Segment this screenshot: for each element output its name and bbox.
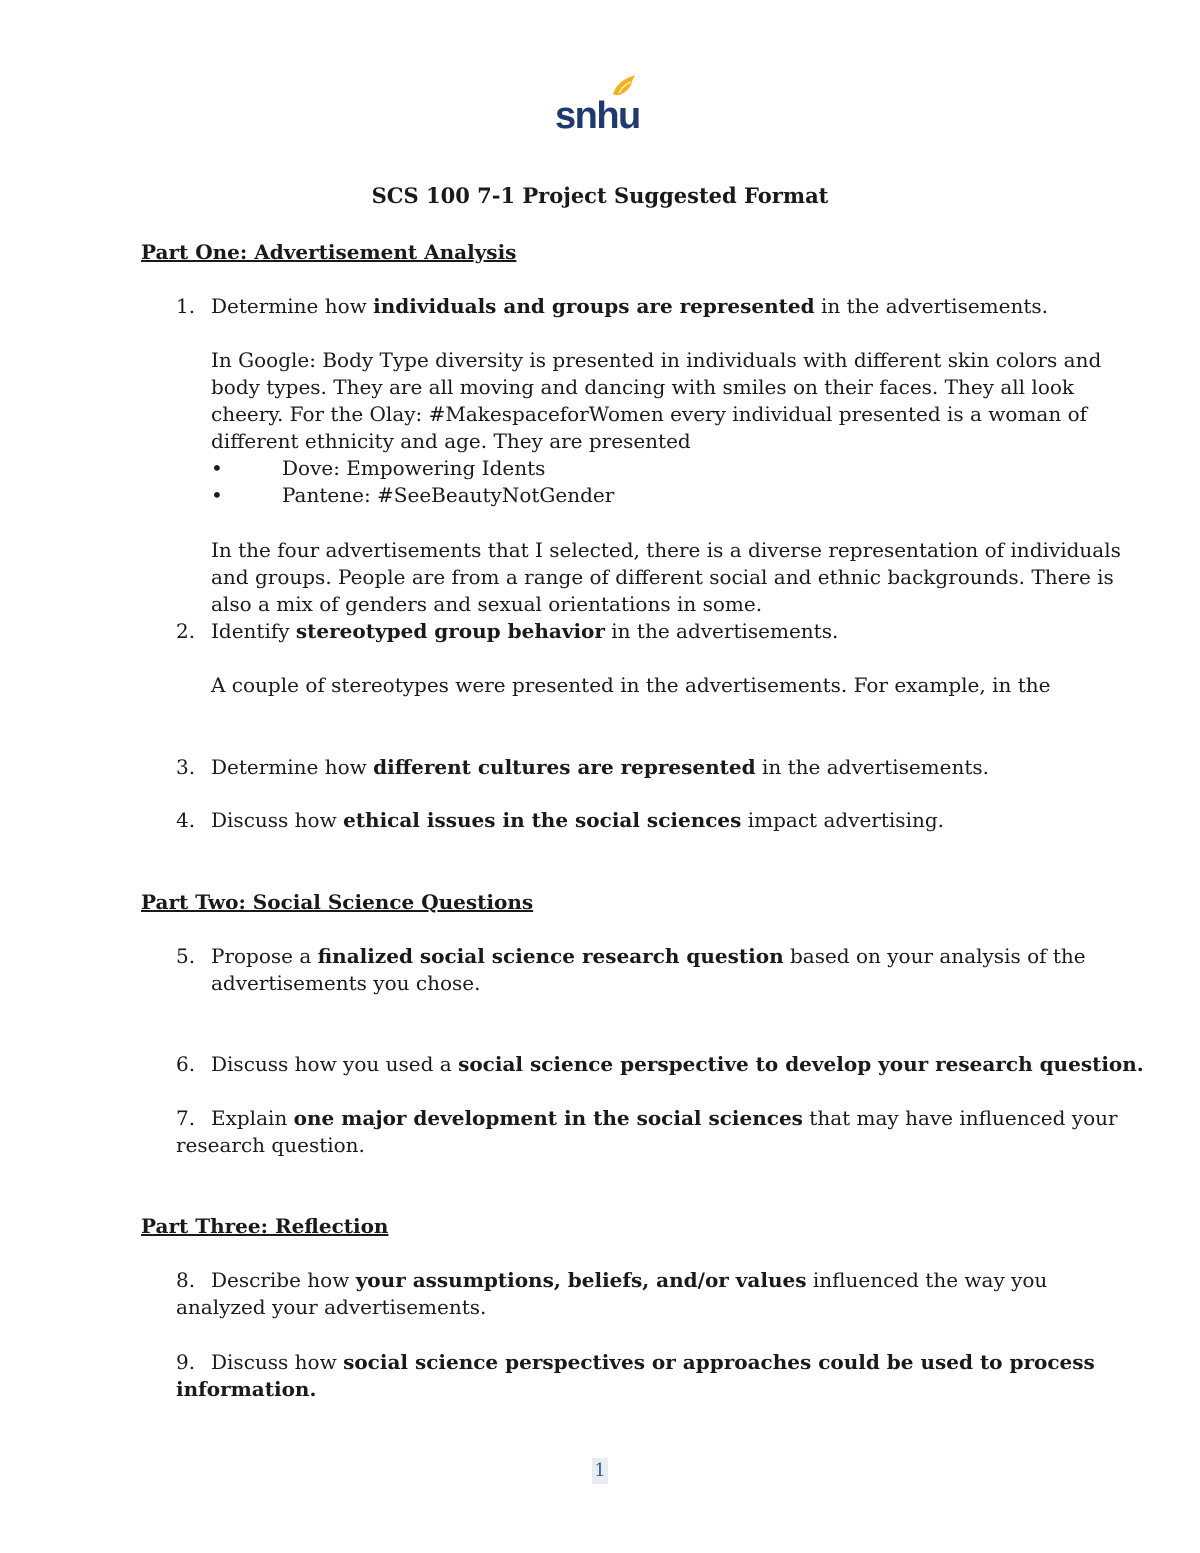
q1-number: 1. bbox=[176, 294, 196, 318]
part-two-heading: Part Two: Social Science Questions bbox=[141, 890, 534, 914]
bullet-item: Pantene: #SeeBeautyNotGender bbox=[282, 483, 615, 507]
bullet-icon: • bbox=[211, 456, 223, 480]
q7-prompt: Explain one major development in the social sciences that may have influenced your bbox=[211, 1106, 1118, 1130]
q1-prompt: Determine how individuals and groups are represented in the advertisements. bbox=[211, 294, 1049, 318]
answer-line: body types. They are all moving and dancing with smiles on their faces. They all look bbox=[211, 375, 1075, 399]
snhu-logo bbox=[555, 72, 641, 134]
q9-prompt-line2: information. bbox=[176, 1377, 317, 1401]
bullet-item: Dove: Empowering Idents bbox=[282, 456, 546, 480]
q2-number: 2. bbox=[176, 619, 196, 643]
logo-text: snhu bbox=[555, 95, 640, 134]
q3-number: 3. bbox=[176, 755, 196, 779]
q7-number: 7. bbox=[176, 1106, 196, 1130]
q8-prompt: Describe how your assumptions, beliefs, and/or values influenced the way you bbox=[211, 1268, 1048, 1292]
bullet-icon: • bbox=[211, 483, 223, 507]
q3-prompt: Determine how different cultures are represented in the advertisements. bbox=[211, 755, 990, 779]
q5-prompt-line2: advertisements you chose. bbox=[211, 971, 481, 995]
q9-prompt: Discuss how social science perspectives or approaches could be used to process bbox=[211, 1350, 1095, 1374]
answer-line: cheery. For the Olay: #MakespaceforWomen every individual presented is a woman of bbox=[211, 402, 1088, 426]
q4-number: 4. bbox=[176, 808, 196, 832]
answer-line: also a mix of genders and sexual orientations in some. bbox=[211, 592, 763, 616]
document-title: SCS 100 7-1 Project Suggested Format bbox=[371, 183, 829, 208]
q9-number: 9. bbox=[176, 1350, 196, 1374]
part-one-heading: Part One: Advertisement Analysis bbox=[141, 240, 517, 264]
answer-line: different ethnicity and age. They are presented bbox=[211, 429, 691, 453]
part-three-heading: Part Three: Reflection bbox=[141, 1214, 389, 1238]
flame-icon bbox=[613, 75, 635, 95]
q6-prompt: Discuss how you used a social science perspective to develop your research question. bbox=[211, 1052, 1144, 1076]
page-number: 1 bbox=[592, 1458, 608, 1484]
q7-prompt-line2: research question. bbox=[176, 1133, 365, 1157]
answer-line: In the four advertisements that I selected, there is a diverse representation of individuals bbox=[211, 538, 1121, 562]
answer-line: and groups. People are from a range of different social and ethnic backgrounds. There is bbox=[211, 565, 1114, 589]
q5-number: 5. bbox=[176, 944, 196, 968]
q2-prompt: Identify stereotyped group behavior in the advertisements. bbox=[211, 619, 839, 643]
answer-line: In Google: Body Type diversity is presented in individuals with different skin colors and bbox=[211, 348, 1102, 372]
q8-prompt-line2: analyzed your advertisements. bbox=[176, 1295, 487, 1319]
q4-prompt: Discuss how ethical issues in the social sciences impact advertising. bbox=[211, 808, 945, 832]
q5-prompt: Propose a finalized social science research question based on your analysis of the bbox=[211, 944, 1086, 968]
q8-number: 8. bbox=[176, 1268, 196, 1292]
answer-line: A couple of stereotypes were presented in the advertisements. For example, in the bbox=[211, 673, 1051, 697]
q6-number: 6. bbox=[176, 1052, 196, 1076]
